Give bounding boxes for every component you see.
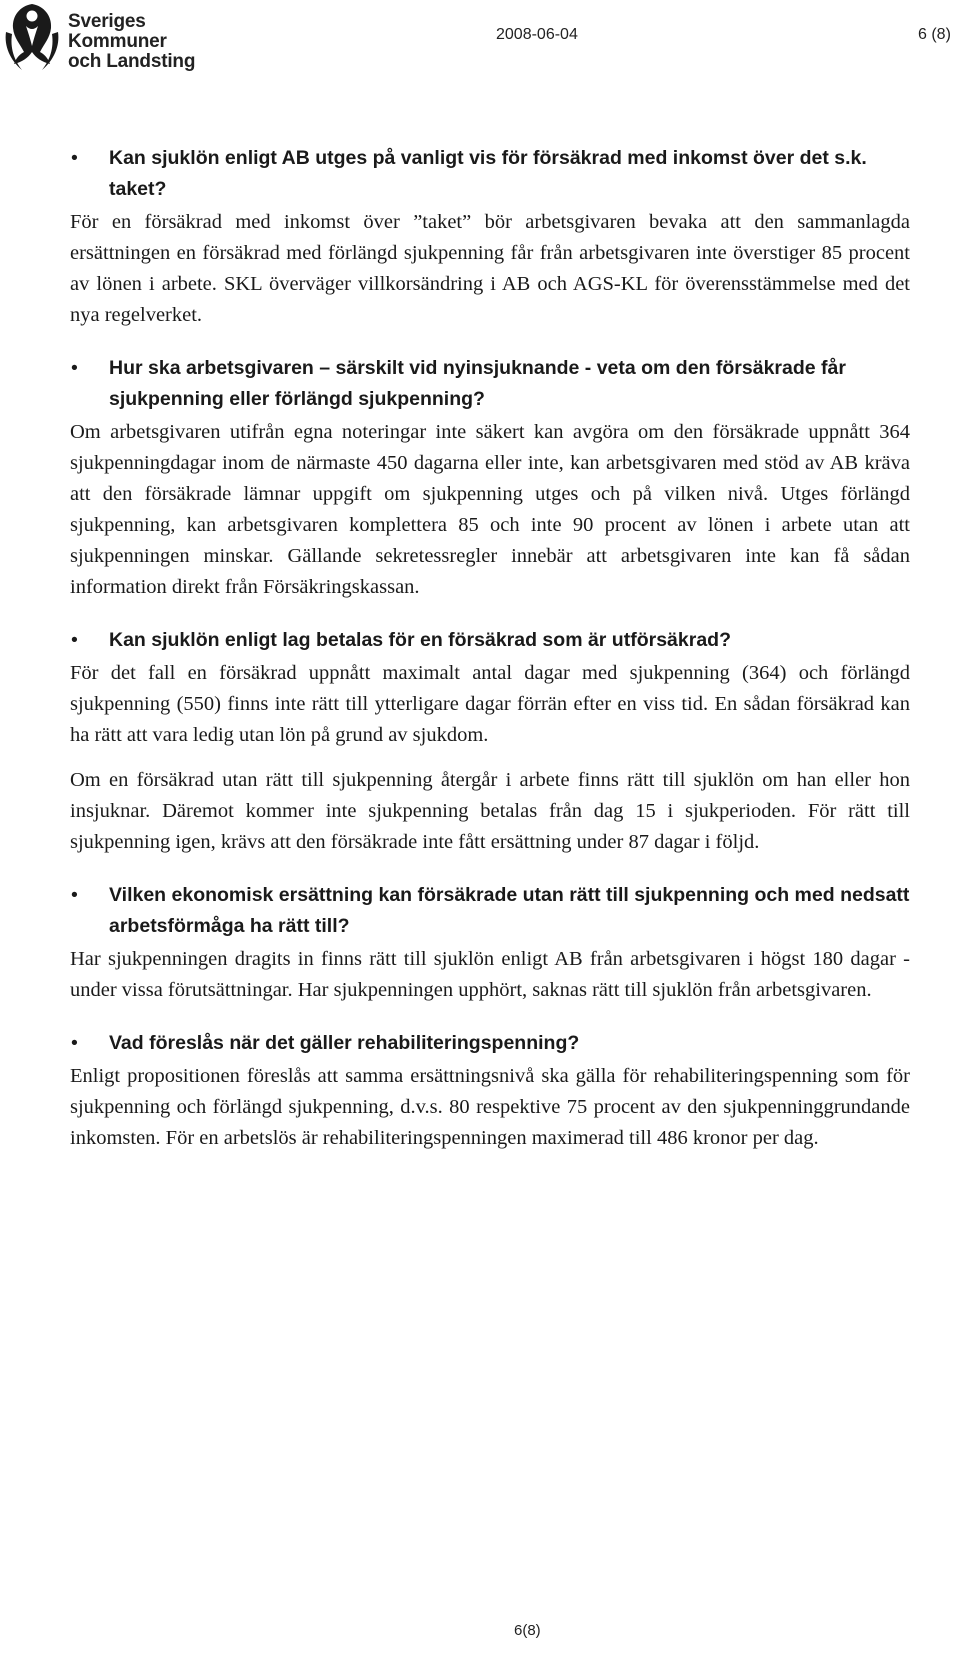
question-text: Kan sjuklön enligt lag betalas för en försäkrad som är utförsäkrad? (109, 629, 731, 651)
logo-wordmark (68, 12, 195, 72)
answer-paragraph: Om arbetsgivaren utifrån egna noteringar inte säkert kan avgöra om den försäkrade uppnått 364 sjukpenningdagar inom de närmaste 450 dagarna eller inte, kan arbetsgivaren med stöd av AB kräva att den försäkrade lämnar uppgift om sjukpenning utges och på vilken nivå. Utges förlängd sjukpenning, kan arbetsgivaren komplettera 85 och inte 90 procent av lönen i arbete utan att sjukpenningen minskar. Gällande sekretessregler innebär att arbetsgivaren inte kan få sådan information direkt från Försäkringskassan. (70, 421, 910, 598)
document-body (70, 143, 910, 1154)
bullet-icon: • (71, 629, 78, 651)
question-heading (70, 880, 910, 942)
bullet-icon: • (71, 147, 78, 169)
question-heading (70, 1028, 910, 1059)
bullet-icon: • (71, 357, 78, 379)
question-text: Vilken ekonomisk ersättning kan försäkrade utan rätt till sjukpenning och med nedsatt arbetsförmåga ha rätt till? (109, 884, 910, 937)
question-heading (70, 143, 910, 205)
question-text: Vad föreslås när det gäller rehabiliteringspenning? (109, 1032, 580, 1054)
skl-emblem-icon (2, 2, 62, 76)
logo-line-3: och Landsting (68, 51, 196, 72)
question-heading (70, 625, 910, 656)
footer-page-number: 6(8) (514, 1622, 541, 1639)
page-header (0, 0, 960, 80)
answer-paragraph: Om en försäkrad utan rätt till sjukpenning återgår i arbete finns rätt till sjuklön om han eller hon insjuknar. Däremot kommer inte sjukpenning betalas från dag 15 i sjukperioden. För rätt till sjukpenning igen, krävs att den försäkrade inte fått ersättning under 87 dagar i följd. (70, 769, 910, 853)
header-date: 2008-06-04 (496, 26, 578, 43)
question-heading (70, 353, 910, 415)
skl-logo (2, 2, 196, 76)
header-page-number: 6 (8) (918, 26, 951, 43)
bullet-icon: • (71, 884, 78, 906)
logo-line-1: Sveriges (68, 11, 146, 32)
answer-paragraph: Enligt propositionen föreslås att samma ersättningsnivå ska gälla för rehabiliteringspenning som för sjukpenning och förlängd sjukpenning, d.v.s. 80 respektive 75 procent av den sjukpenninggrundande inkomsten. För en arbetslös är rehabiliteringspenningen maximerad till 486 kronor per dag. (70, 1065, 910, 1149)
question-text: Kan sjuklön enligt AB utges på vanligt vis för försäkrad med inkomst över det s.k. taket? (109, 147, 867, 200)
answer-paragraph: Har sjukpenningen dragits in finns rätt till sjuklön enligt AB från arbetsgivaren i högst 180 dagar - under vissa förutsättningar. Har sjukpenningen upphört, saknas rätt till sjuklön från arbetsgivaren. (70, 948, 910, 1001)
answer-paragraph: För det fall en försäkrad uppnått maximalt antal dagar med sjukpenning (364) och förlängd sjukpenning (550) finns inte rätt till ytterligare dagar förrän efter en viss tid. En sådan försäkrad kan ha rätt att vara ledig utan lön på grund av sjukdom. (70, 662, 910, 746)
bullet-icon: • (71, 1032, 78, 1054)
logo-line-2: Kommuner (68, 31, 167, 52)
answer-paragraph: För en försäkrad med inkomst över ”taket” bör arbetsgivaren bevaka att den sammanlagda ersättningen en försäkrad med förlängd sjukpenning får från arbetsgivaren inte överstiger 85 procent av lönen i arbete. SKL överväger villkorsändring i AB och AGS-KL för överensstämmelse med det nya regelverket. (70, 211, 910, 326)
question-text: Hur ska arbetsgivaren – särskilt vid nyinsjuknande - veta om den försäkrade får sjukpenning eller förlängd sjukpenning? (109, 357, 846, 410)
